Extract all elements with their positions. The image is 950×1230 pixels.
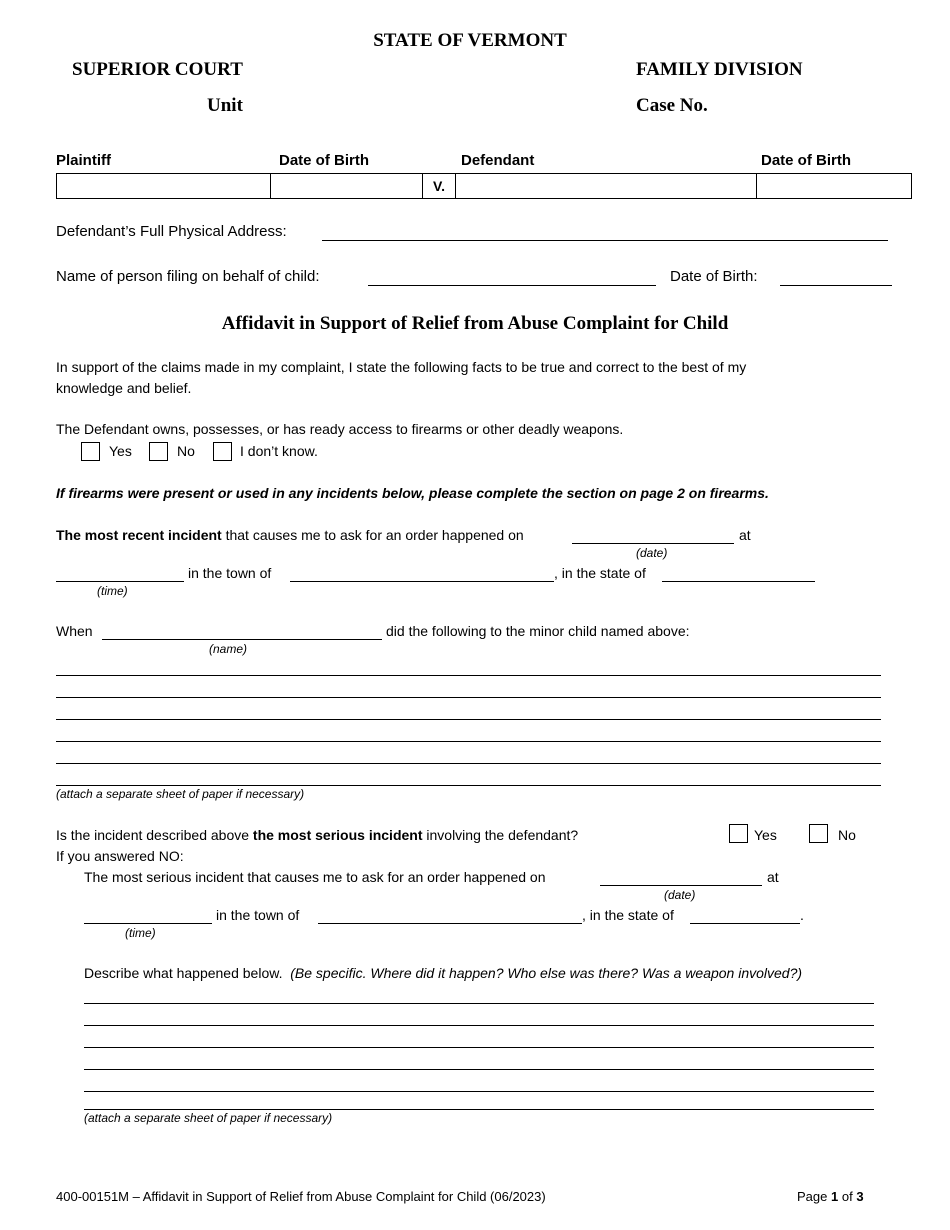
versus-label: V. [423,174,456,199]
defendant-dob-label: Date of Birth [761,152,851,169]
recent-description-line-3[interactable] [56,719,881,720]
filer-name-field[interactable] [368,285,656,286]
serious-question-pre: Is the incident described above [56,827,253,843]
page-label: Page [797,1189,828,1204]
serious-attach-note: (attach a separate sheet of paper if necessary) [84,1111,333,1125]
name-hint: (name) [209,642,248,656]
when-label: When [56,623,93,639]
serious-description-line-5[interactable] [84,1091,874,1092]
serious-at-label: at [767,869,779,885]
firearms-no-checkbox[interactable] [149,442,168,461]
recent-description-line-6[interactable] [56,785,881,786]
plaintiff-dob-field[interactable] [271,174,422,198]
serious-question-post: involving the defendant? [422,827,579,843]
recent-town-field[interactable] [290,581,554,582]
recent-town-label: in the town of [188,565,272,581]
intro-line-1: In support of the claims made in my complaint, I state the following facts to be true and correct to the best of my [56,359,747,375]
page-of-label: of [841,1189,853,1204]
serious-incident-sentence: The most serious incident that causes me to ask for an order happened on [84,869,546,885]
filer-name-label: Name of person filing on behalf of child: [56,268,320,285]
intro-line-2: knowledge and belief. [56,380,192,396]
unit-label: Unit [207,95,243,116]
recent-date-hint: (date) [636,546,668,560]
defendant-field[interactable] [456,174,756,198]
recent-state-label: , in the state of [554,565,646,581]
recent-incident-text: that causes me to ask for an order happened on [221,527,524,543]
case-no-label: Case No. [636,95,708,116]
filer-dob-label: Date of Birth: [670,268,758,285]
plaintiff-field[interactable] [57,174,270,198]
serious-question-bold: the most serious incident [252,827,423,843]
serious-question [56,827,578,843]
division-heading: FAMILY DIVISION [636,59,803,80]
serious-no-label: No [838,827,856,843]
form-id-footer: 400-00151M – Affidavit in Support of Relief from Abuse Complaint for Child (06/2023) [56,1189,546,1204]
serious-yes-label: Yes [754,827,777,843]
defendant-label: Defendant [461,152,535,169]
recent-description-line-1[interactable] [56,675,881,676]
serious-description-line-1[interactable] [84,1003,874,1004]
recent-description-line-5[interactable] [56,763,881,764]
page-total: 3 [856,1189,864,1204]
page-number [797,1189,864,1204]
recent-state-field[interactable] [662,581,815,582]
recent-description-line-2[interactable] [56,697,881,698]
address-field[interactable] [322,240,888,241]
serious-town-field[interactable] [318,923,582,924]
firearms-unknown-label: I don’t know. [240,443,318,459]
firearms-yes-checkbox[interactable] [81,442,100,461]
serious-yes-checkbox[interactable] [729,824,748,843]
firearms-question: The Defendant owns, possesses, or has ready access to firearms or other deadly weapons. [56,421,624,437]
firearms-unknown-checkbox[interactable] [213,442,232,461]
serious-description-line-6[interactable] [84,1109,874,1110]
recent-at-label: at [739,527,751,543]
firearms-no-label: No [177,443,195,459]
recent-time-field[interactable] [56,581,184,582]
serious-date-hint: (date) [664,888,696,902]
serious-description-line-3[interactable] [84,1047,874,1048]
serious-time-field[interactable] [84,923,212,924]
serious-state-label: , in the state of [582,907,674,923]
describe-hint: (Be specific. Where did it happen? Who else was there? Was a weapon involved?) [290,965,803,981]
when-text: did the following to the minor child named above: [386,623,690,639]
court-heading: SUPERIOR COURT [72,59,243,80]
serious-description-line-2[interactable] [84,1025,874,1026]
if-no-label: If you answered NO: [56,848,184,864]
defendant-dob-field[interactable] [757,174,911,198]
recent-attach-note: (attach a separate sheet of paper if necessary) [56,787,305,801]
recent-date-field[interactable] [572,543,734,544]
page-current: 1 [831,1189,839,1204]
serious-state-field[interactable] [690,923,800,924]
recent-time-hint: (time) [97,584,128,598]
filer-dob-field[interactable] [780,285,892,286]
plaintiff-dob-label: Date of Birth [279,152,369,169]
serious-time-hint: (time) [125,926,156,940]
recent-incident-bold: The most recent incident [56,527,222,543]
recent-name-field[interactable] [102,639,382,640]
serious-town-label: in the town of [216,907,300,923]
affidavit-title: Affidavit in Support of Relief from Abuse Complaint for Child [221,313,729,334]
caption-table [56,173,912,199]
plaintiff-label: Plaintiff [56,152,111,169]
serious-description-line-4[interactable] [84,1069,874,1070]
recent-description-line-4[interactable] [56,741,881,742]
firearms-note: If firearms were present or used in any incidents below, please complete the section on page 2 on firearms. [56,485,769,501]
describe-sentence [84,965,802,981]
recent-incident-sentence [56,527,524,543]
serious-state-period: . [800,907,804,923]
address-label: Defendant’s Full Physical Address: [56,223,287,240]
serious-date-field[interactable] [600,885,762,886]
firearms-yes-label: Yes [109,443,132,459]
describe-label: Describe what happened below. [84,965,283,981]
serious-no-checkbox[interactable] [809,824,828,843]
state-heading: STATE OF VERMONT [373,30,567,51]
